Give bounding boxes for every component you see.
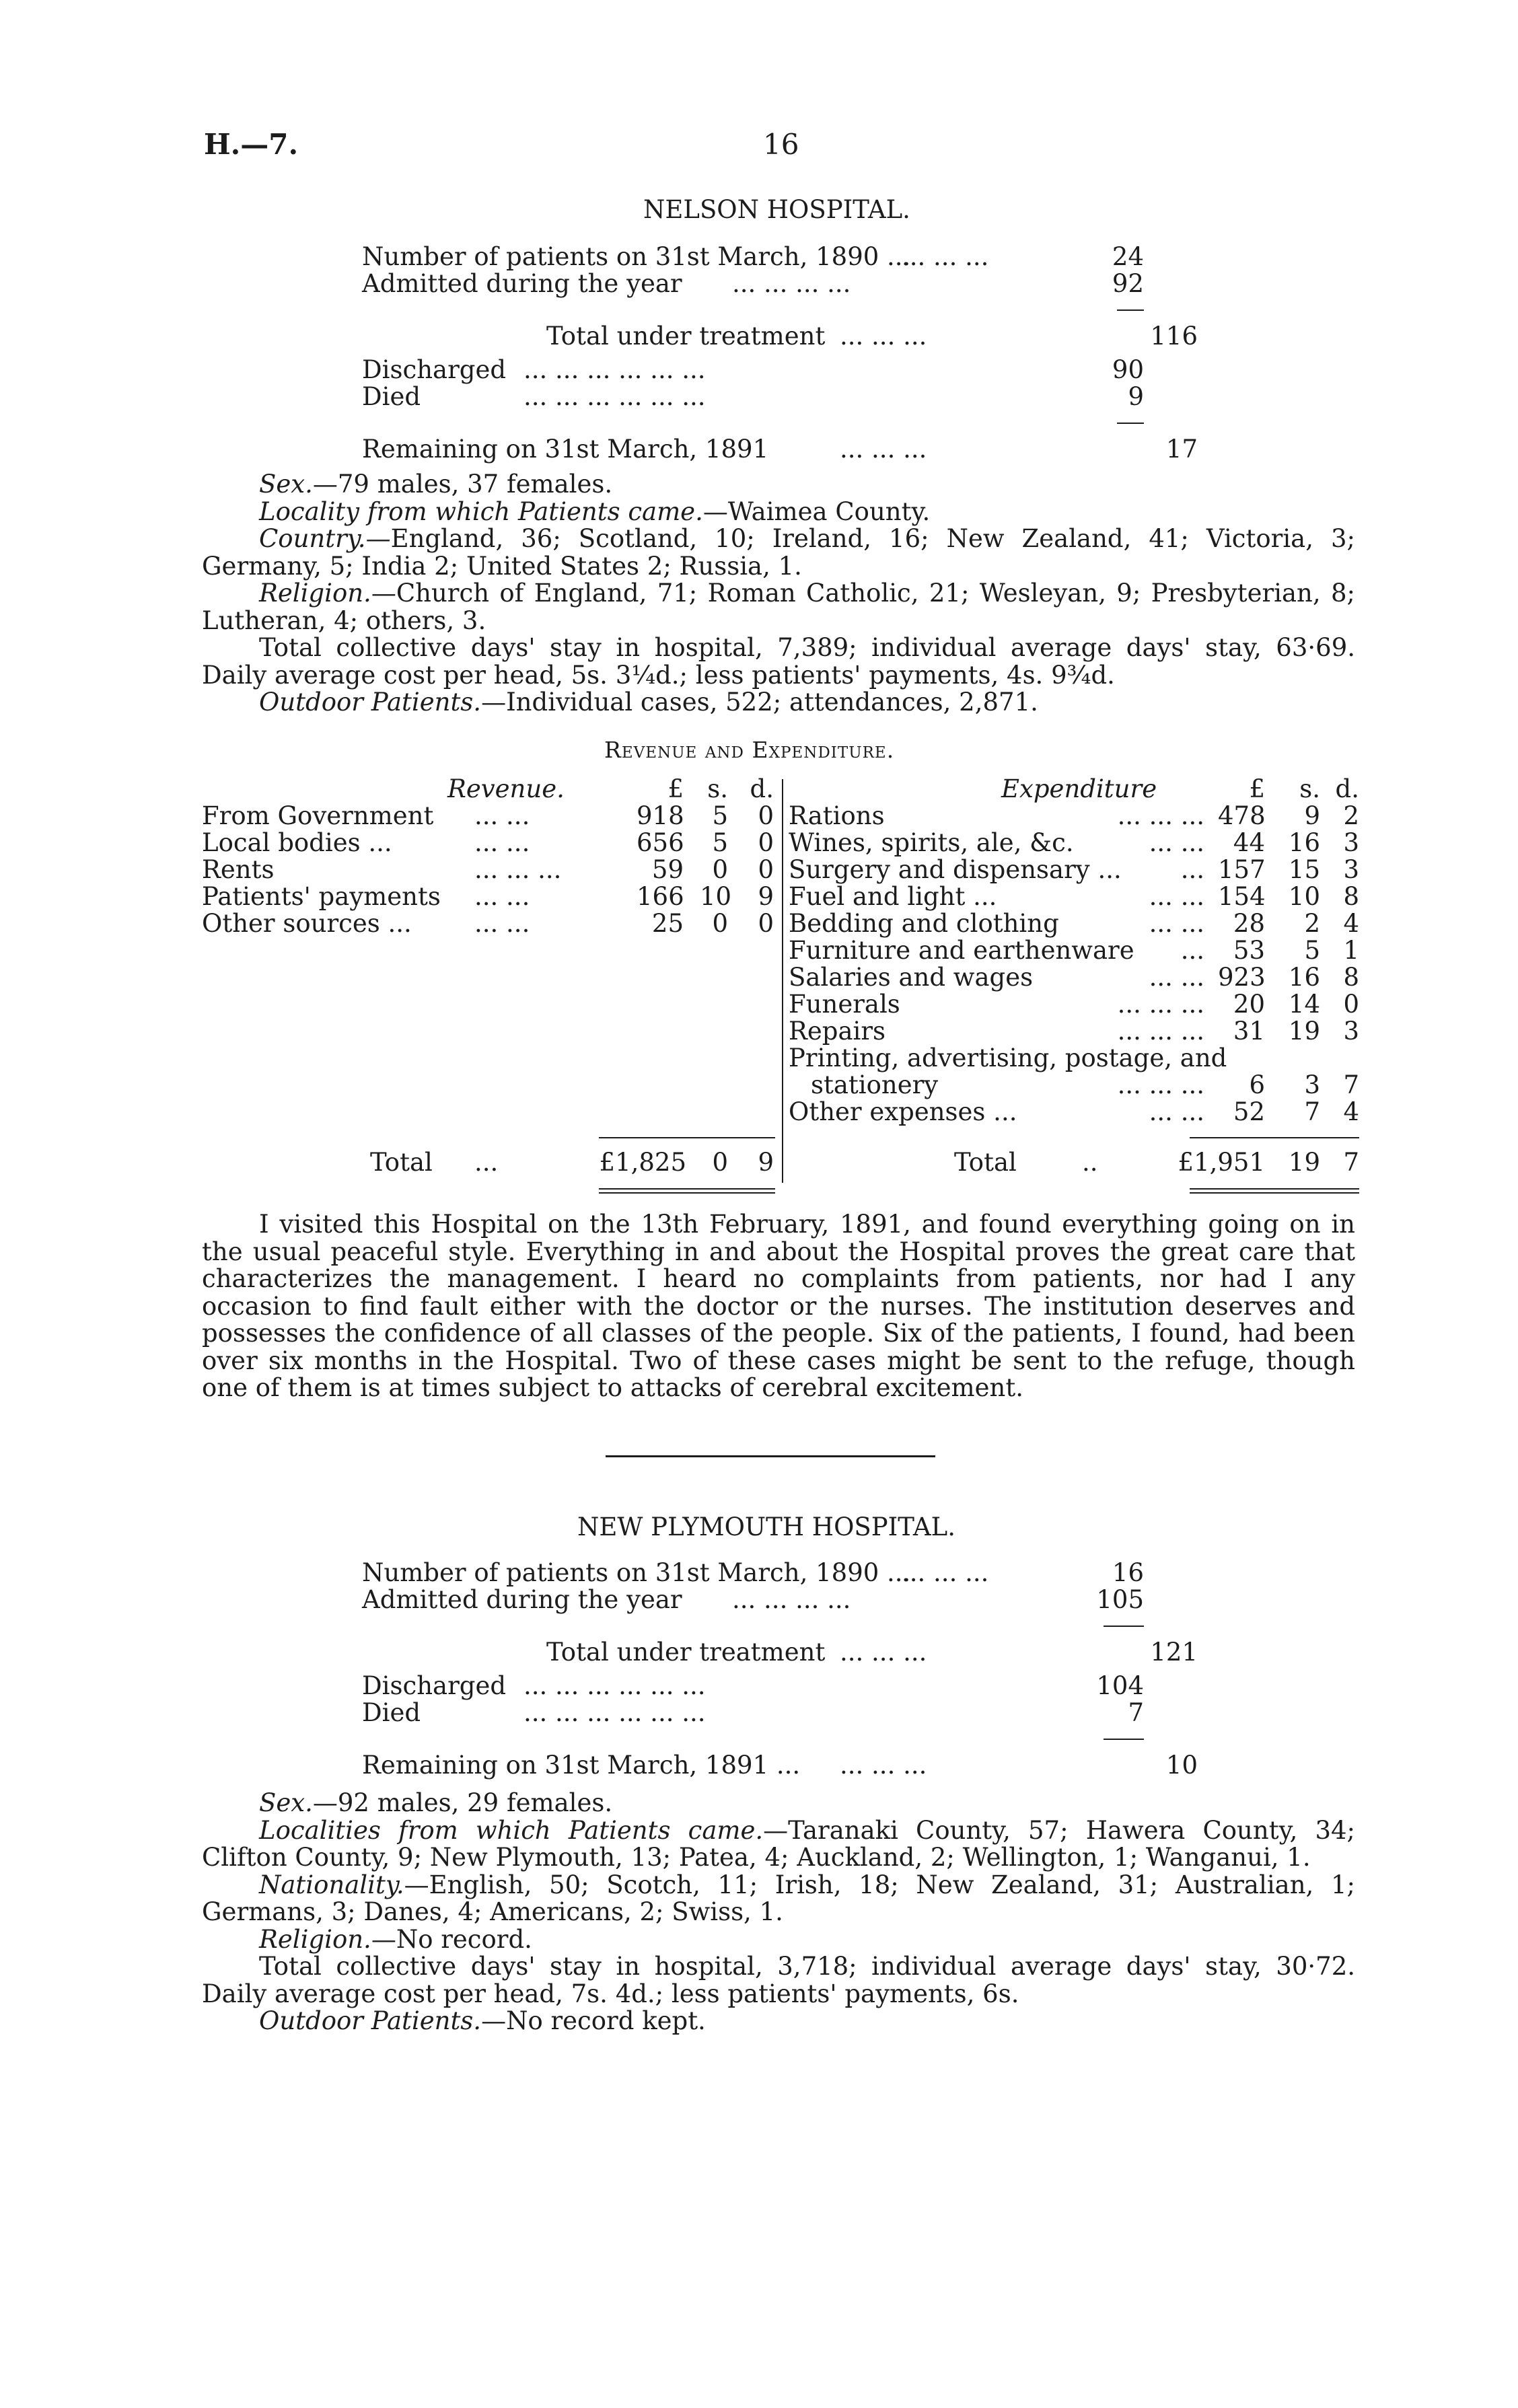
stat-label: Number of patients on 31st March, 1890 ...: [362, 242, 911, 271]
expenditure-row-dots: ... ...: [1149, 909, 1204, 938]
expenditure-row-label: Other expenses ...: [789, 1097, 1017, 1126]
stat-dots: ... ... ... ...: [732, 269, 851, 298]
stat-dots: ... ... ... ... ... ...: [523, 355, 706, 384]
revenue-row-label: From Government: [202, 801, 434, 830]
revenue-row-label: Local bodies ...: [202, 828, 392, 857]
expenditure-col-pound: £: [1249, 774, 1265, 803]
expenditure-row-label: Funerals: [789, 990, 900, 1019]
expenditure-total-shillings: 19: [1288, 1148, 1320, 1177]
expenditure-row-pence: 4: [1343, 1097, 1359, 1126]
revenue-row-pence: 0: [758, 828, 774, 857]
expenditure-row-pounds: 53: [1233, 936, 1265, 965]
stat-value: 24: [1112, 242, 1144, 271]
expenditure-row-dots: ... ...: [1149, 882, 1204, 911]
expenditure-row-label: Wines, spirits, ale, &c.: [789, 828, 1074, 857]
revenue-col-s: s.: [707, 774, 728, 803]
expenditure-row-pounds: 52: [1233, 1097, 1265, 1126]
expenditure-row-pounds: 478: [1218, 801, 1266, 830]
revenue-row-shillings: 0: [712, 909, 728, 938]
sum-rule: [1117, 309, 1144, 311]
stat-dots: ... ... ...: [840, 435, 927, 464]
expenditure-col-d: d.: [1335, 774, 1359, 803]
expenditure-total-pence: 7: [1343, 1148, 1359, 1177]
stat-label: Total under treatment: [546, 322, 826, 351]
stat-value: 10: [1165, 1751, 1198, 1780]
expenditure-row-label: Printing, advertising, postage, and: [789, 1044, 1227, 1072]
expenditure-row-label: Salaries and wages: [789, 963, 1034, 992]
revenue-total-pence: 9: [758, 1148, 774, 1177]
stat-label: Remaining on 31st March, 1891: [362, 435, 769, 464]
expenditure-total-rule: [1190, 1137, 1359, 1138]
stat-label: Total under treatment: [546, 1638, 826, 1667]
revenue-total-dots: ...: [474, 1148, 499, 1177]
detail-stay: Total collective days' stay in hospital, 7,389; individual average days' stay, 63·69. Daily average cost per head, 5s. 3¼d.; less patients' payments, 4s. 9¾d.: [202, 633, 1355, 690]
stat-value: 104: [1096, 1671, 1144, 1700]
revenue-row-shillings: 5: [712, 801, 728, 830]
revenue-row-label: Other sources ...: [202, 909, 412, 938]
expenditure-row-shillings: 7: [1304, 1097, 1320, 1126]
stat-value: 90: [1112, 355, 1144, 384]
expenditure-row-shillings: 14: [1288, 990, 1320, 1019]
expenditure-row-pounds: 157: [1218, 855, 1266, 884]
expenditure-row-pence: 3: [1343, 855, 1359, 884]
page-number: 16: [763, 128, 799, 161]
expenditure-row-pence: 3: [1343, 828, 1359, 857]
stat-value: 92: [1112, 269, 1144, 298]
expenditure-row-dots: ... ...: [1149, 963, 1204, 992]
revenue-row-dots: ... ...: [474, 909, 530, 938]
expenditure-row-dots: ... ... ...: [1117, 801, 1204, 830]
revenue-total-double-rule: [599, 1188, 775, 1190]
revenue-col-d: d.: [750, 774, 774, 803]
detail-nationality: Nationality.—English, 50; Scotch, 11; Irish, 18; New Zealand, 31; Australian, 1; Germans, 3; Danes, 4; Americans, 2; Swiss, 1.: [202, 1870, 1355, 1926]
expenditure-row-pounds: 31: [1233, 1017, 1265, 1046]
stat-dots: ... ... ...: [902, 1558, 989, 1587]
stat-dots: ... ... ... ... ... ...: [523, 1698, 706, 1727]
revenue-row-pounds: 166: [637, 882, 684, 911]
stat-dots: ... ... ...: [840, 1638, 927, 1667]
revenue-col-pound: £: [667, 774, 684, 803]
expenditure-total-dots: ..: [1082, 1148, 1098, 1177]
expenditure-row-dots: ... ...: [1149, 1097, 1204, 1126]
expenditure-row-label: Bedding and clothing: [789, 909, 1059, 938]
revenue-row-pence: 0: [758, 909, 774, 938]
revenue-row-dots: ... ...: [474, 882, 530, 911]
expenditure-row-pence: 1: [1343, 936, 1359, 965]
expenditure-row-pounds: 923: [1218, 963, 1266, 992]
expenditure-row-shillings: 16: [1288, 828, 1320, 857]
detail-sex: Sex.—79 males, 37 females.: [259, 470, 613, 499]
expenditure-row-label: Rations: [789, 801, 885, 830]
expenditure-total-pounds: £1,951: [1178, 1148, 1265, 1177]
expenditure-row-shillings: 9: [1304, 801, 1320, 830]
stat-dots: ... ... ... ... ... ...: [523, 382, 706, 411]
expenditure-row-label: stationery: [811, 1070, 939, 1099]
expenditure-row-shillings: 10: [1288, 882, 1320, 911]
revenue-total-pounds: £1,825: [599, 1148, 686, 1177]
expenditure-row-dots: ...: [1180, 936, 1204, 965]
stat-label: Admitted during the year: [362, 1585, 682, 1614]
expenditure-row-shillings: 5: [1304, 936, 1320, 965]
finance-title: Revenue and Expenditure.: [604, 737, 895, 763]
revenue-row-pence: 0: [758, 855, 774, 884]
revenue-row-pence: 9: [758, 882, 774, 911]
expenditure-row-dots: ... ...: [1149, 828, 1204, 857]
stat-dots: ... ... ... ... ... ...: [523, 1671, 706, 1700]
expenditure-row-shillings: 19: [1288, 1017, 1320, 1046]
revenue-row-pounds: 25: [651, 909, 684, 938]
revenue-row-pounds: 918: [637, 801, 684, 830]
stat-label: Discharged: [362, 1671, 507, 1700]
expenditure-row-label: Furniture and earthenware: [789, 936, 1134, 965]
stat-label: Remaining on 31st March, 1891 ...: [362, 1751, 801, 1780]
expenditure-row-pounds: 44: [1233, 828, 1265, 857]
stat-value: 121: [1150, 1638, 1198, 1667]
stat-dots: ... ... ...: [902, 242, 989, 271]
expenditure-row-pounds: 28: [1233, 909, 1265, 938]
expenditure-row-pence: 3: [1343, 1017, 1359, 1046]
revenue-total-double-rule: [599, 1192, 775, 1194]
revenue-row-dots: ... ...: [474, 828, 530, 857]
page-code: H.—7.: [204, 128, 299, 161]
revenue-total-label: Total: [370, 1148, 433, 1177]
revenue-row-label: Patients' payments: [202, 882, 441, 911]
expenditure-row-pence: 0: [1343, 990, 1359, 1019]
nelson-details: [202, 471, 1355, 717]
revenue-row-label: Rents: [202, 855, 275, 884]
stat-dots: ... ... ...: [840, 1751, 927, 1780]
detail-sex: Sex.—92 males, 29 females.: [259, 1788, 613, 1817]
stat-label: Number of patients on 31st March, 1890 ...: [362, 1558, 911, 1587]
expenditure-total-double-rule: [1190, 1188, 1359, 1190]
report-paragraph: I visited this Hospital on the 13th February, 1891, and found everything going on in the usual peaceful style. Everything in and about the Hospital proves the great care that characterizes the management. I heard no complaints from patients, nor had I any occasion to find fault either with the doctor or the nurses. The institution deserves and possesses the confidence of all classes of the people. Six of the patients, I found, had been over six months in the Hospital. Two of these cases might be sent to the refuge, though one of them is at times subject to attacks of cerebral excitement.: [202, 1210, 1355, 1402]
revenue-total-shillings: 0: [712, 1148, 728, 1177]
new-plymouth-details: [202, 1790, 1355, 2035]
detail-religion: Religion.—No record.: [259, 1924, 532, 1954]
expenditure-col-s: s.: [1299, 774, 1320, 803]
stat-label: Discharged: [362, 355, 507, 384]
stat-value: 17: [1165, 435, 1198, 464]
stat-label: Died: [362, 1698, 421, 1727]
stat-dots: ... ... ... ...: [732, 1585, 851, 1614]
section-separator: [606, 1455, 935, 1457]
expenditure-row-shillings: 15: [1288, 855, 1320, 884]
revenue-heading: Revenue.: [447, 774, 565, 803]
revenue-row-dots: ... ... ...: [474, 855, 562, 884]
expenditure-row-shillings: 3: [1304, 1070, 1320, 1099]
revenue-total-rule: [599, 1137, 775, 1138]
revenue-row-dots: ... ...: [474, 801, 530, 830]
revenue-row-pence: 0: [758, 801, 774, 830]
nelson-title: NELSON HOSPITAL.: [643, 195, 910, 224]
revenue-row-pounds: 656: [637, 828, 684, 857]
expenditure-row-pence: 8: [1343, 882, 1359, 911]
expenditure-total-double-rule: [1190, 1192, 1359, 1194]
expenditure-row-dots: ... ... ...: [1117, 1017, 1204, 1046]
stat-value: 16: [1112, 1558, 1144, 1587]
expenditure-row-dots: ... ... ...: [1117, 1070, 1204, 1099]
expenditure-row-shillings: 2: [1304, 909, 1320, 938]
sum-rule: [1117, 423, 1144, 424]
detail-country: Country.—England, 36; Scotland, 10; Ireland, 16; New Zealand, 41; Victoria, 3; Germany, 5; India 2; United States 2; Russia, 1.: [202, 524, 1355, 581]
expenditure-row-pence: 4: [1343, 909, 1359, 938]
stat-label: Died: [362, 382, 421, 411]
new-plymouth-title: NEW PLYMOUTH HOSPITAL.: [577, 1512, 955, 1541]
expenditure-row-pence: 8: [1343, 963, 1359, 992]
revenue-row-shillings: 5: [712, 828, 728, 857]
expenditure-row-pence: 2: [1343, 801, 1359, 830]
revenue-row-pounds: 59: [651, 855, 684, 884]
detail-religion: Religion.—Church of England, 71; Roman Catholic, 21; Wesleyan, 9; Presbyterian, 8; Lutheran, 4; others, 3.: [202, 579, 1355, 635]
stat-value: 105: [1096, 1585, 1144, 1614]
expenditure-row-dots: ... ... ...: [1117, 990, 1204, 1019]
expenditure-row-pounds: 20: [1233, 990, 1265, 1019]
stat-value: 7: [1128, 1698, 1144, 1727]
expenditure-row-dots: ...: [1180, 855, 1204, 884]
expenditure-row-label: Repairs: [789, 1017, 886, 1046]
revenue-row-shillings: 0: [712, 855, 728, 884]
stat-dots: ... ... ...: [840, 322, 927, 351]
stat-value: 116: [1150, 322, 1198, 351]
expenditure-row-pence: 7: [1343, 1070, 1359, 1099]
revenue-row-shillings: 10: [700, 882, 732, 911]
detail-outdoor: Outdoor Patients.—No record kept.: [259, 2006, 706, 2035]
expenditure-row-label: Surgery and dispensary ...: [789, 855, 1122, 884]
expenditure-row-label: Fuel and light ...: [789, 882, 997, 911]
sum-rule: [1104, 1626, 1144, 1627]
sum-rule: [1104, 1739, 1144, 1740]
expenditure-row-pounds: 6: [1249, 1070, 1265, 1099]
expenditure-row-pounds: 154: [1218, 882, 1266, 911]
detail-stay: Total collective days' stay in hospital, 3,718; individual average days' stay, 30·72. Daily average cost per head, 7s. 4d.; less patients' payments, 6s.: [202, 1952, 1355, 2008]
expenditure-heading: Expenditure: [1001, 774, 1157, 803]
expenditure-row-shillings: 16: [1288, 963, 1320, 992]
detail-outdoor: Outdoor Patients.—Individual cases, 522; attendances, 2,871.: [259, 688, 1038, 717]
detail-locality: Locality from which Patients came.—Waimea County.: [259, 497, 931, 526]
inspector-report: [202, 1211, 1355, 1402]
stat-value: 9: [1128, 382, 1144, 411]
detail-localities: Localities from which Patients came.—Taranaki County, 57; Hawera County, 34; Clifton County, 9; New Plymouth, 13; Patea, 4; Auckland, 2; Wellington, 1; Wanganui, 1.: [202, 1815, 1356, 1872]
table-divider: [782, 779, 783, 1183]
expenditure-total-label: Total: [954, 1148, 1017, 1177]
stat-label: Admitted during the year: [362, 269, 682, 298]
